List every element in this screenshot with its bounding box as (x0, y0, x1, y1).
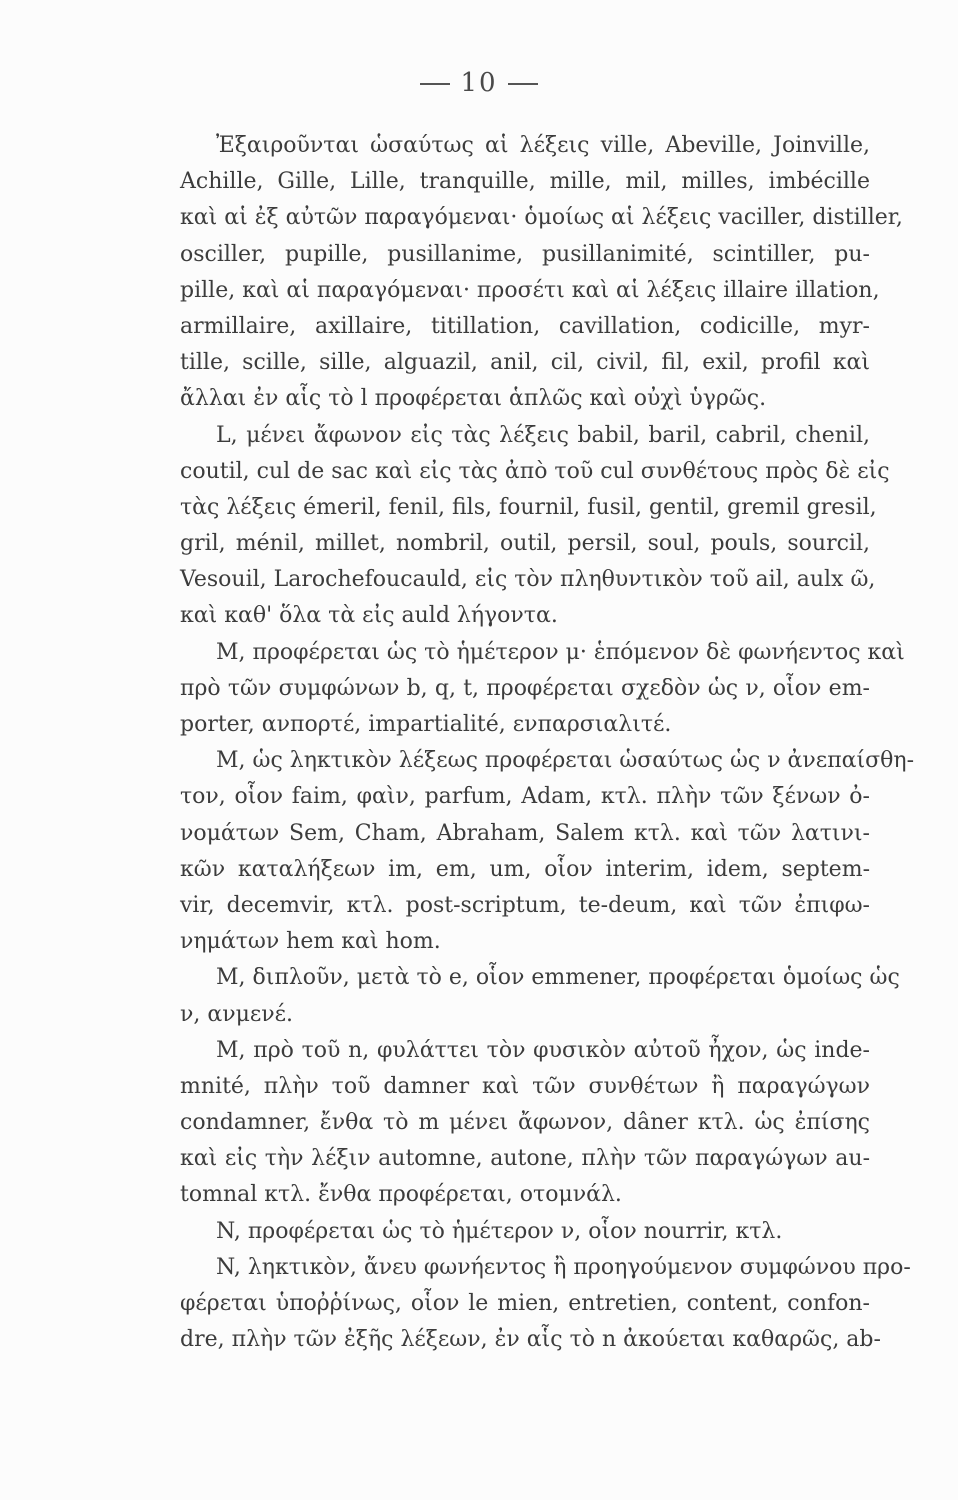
text-line: τὰς λέξεις émeril, fenil, fils, fournil, fusil, gentil, gremil gresil, (180, 494, 877, 520)
text-line: καὶ εἰς τὴν λέξιν automne, autone, πλὴν τῶν παραγώγων au- (180, 1146, 870, 1172)
text-line: τον, οἷον faim, φαὶν, parfum, Adam, κτλ. πλὴν τῶν ξένων ὀ- (180, 784, 870, 810)
text-line: M, πρὸ τοῦ n, φυλάττει τὸν φυσικὸν αὐτοῦ ἦχον, ὡς inde- (216, 1037, 870, 1063)
text-line: coutil, cul de sac καὶ εἰς τὰς ἀπὸ τοῦ cul συνθέτους πρὸς δὲ εἰς (180, 458, 890, 484)
text-line: M, ὡς ληκτικὸν λέξεως προφέρεται ὡσαύτως ὡς ν ἀνεπαίσθη- (216, 748, 915, 774)
page-number-value: 10 (460, 68, 498, 98)
text-line: tomnal κτλ. ἔνθα προφέρεται, οτομνάλ. (180, 1182, 622, 1208)
text-line: armillaire, axillaire, titillation, cavillation, codicille, myr- (180, 313, 870, 339)
body-text (180, 128, 915, 1358)
text-line: καὶ καθ' ὅλα τὰ εἰς auld λήγοντα. (180, 603, 558, 629)
text-line: νομάτων Sem, Cham, Abraham, Salem κτλ. καὶ τῶν λατινι- (180, 820, 870, 846)
text-line: tille, scille, sille, alguazil, anil, cil, civil, fil, exil, profil καὶ (180, 350, 870, 376)
text-line: φέρεται ὑποῤῥίνως, οἷον le mien, entretien, content, confon- (180, 1291, 870, 1316)
text-line: vir, decemvir, κτλ. post-scriptum, te-deum, καὶ τῶν ἐπιφω- (180, 892, 870, 918)
text-line: L, μένει ἄφωνον εἰς τὰς λέξεις babil, baril, cabril, chenil, (216, 422, 870, 448)
text-line: N, προφέρεται ὡς τὸ ἡμέτερον ν, οἷον nourrir, κτλ. (216, 1218, 783, 1244)
text-line: ἄλλαι ἐν αἷς τὸ l προφέρεται ἁπλῶς καὶ οὐχὶ ὑγρῶς. (180, 386, 767, 412)
text-line: mnité, πλὴν τοῦ damner καὶ τῶν συνθέτων ἢ παραγώγων (180, 1073, 870, 1099)
text-line: Ἐξαιροῦνται ὡσαύτως αἱ λέξεις ville, Abeville, Joinville, (216, 133, 870, 158)
text-line: condamner, ἔνθα τὸ m μένει ἄφωνον, dâner κτλ. ὡς ἐπίσης (180, 1110, 870, 1136)
dash-right (508, 83, 538, 85)
text-line: dre, πλὴν τῶν ἐξῆς λέξεων, ἐν αἷς τὸ n ἀκούεται καθαρῶς, ab- (180, 1327, 881, 1353)
text-line: πρὸ τῶν συμφώνων b, q, t, προφέρεται σχεδὸν ὡς ν, οἷον em- (180, 675, 870, 701)
text-line: καὶ αἱ ἐξ αὐτῶν παραγόμεναι· ὁμοίως αἱ λέξεις vaciller, distiller, (180, 205, 903, 231)
text-line: Vesouil, Larochefoucauld, εἰς τὸν πληθυντικὸν τοῦ ail, aulx ῶ, (180, 567, 876, 593)
text-line: osciller, pupille, pusillanime, pusillanimité, scintiller, pu- (180, 241, 870, 267)
page-number (0, 68, 958, 98)
text-line: gril, ménil, millet, nombril, outil, persil, soul, pouls, sourcil, (180, 531, 870, 557)
text-line: porter, ανπορτέ, impartialité, ενπαρσιαλιτέ. (180, 712, 672, 737)
text-line: κῶν καταλήξεων im, em, um, οἷον interim, idem, septem- (180, 856, 870, 882)
text-line: Achille, Gille, Lille, tranquille, mille, mil, milles, imbécille (180, 169, 870, 195)
text-line: M, διπλοῦν, μετὰ τὸ e, οἷον emmener, προφέρεται ὁμοίως ὡς (216, 965, 900, 991)
text-line: N, ληκτικὸν, ἄνευ φωνήεντος ἢ προηγούμενον συμφώνου προ- (216, 1254, 911, 1280)
dash-left (420, 83, 450, 85)
text-line: ν, ανμενέ. (180, 1001, 294, 1027)
text-line: pille, καὶ αἱ παραγόμεναι· προσέτι καὶ αἱ λέξεις illaire illation, (180, 277, 880, 303)
text-line: νημάτων hem καὶ hom. (180, 929, 441, 955)
text-line: M, προφέρεται ὡς τὸ ἡμέτερον μ· ἑπόμενον δὲ φωνήεντος καὶ (216, 639, 905, 665)
